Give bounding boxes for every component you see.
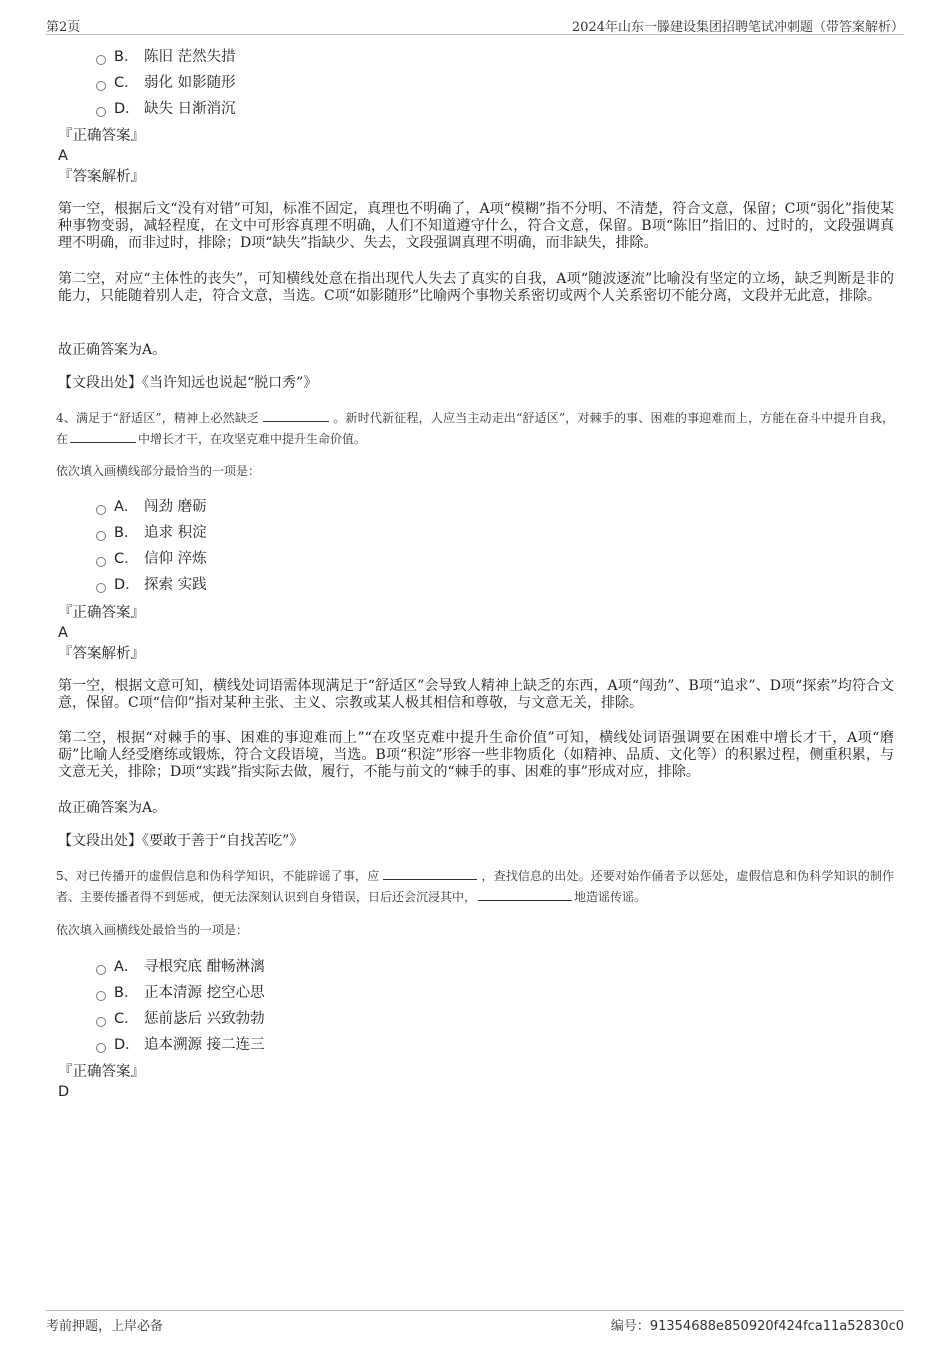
q4-option-c[interactable]: C． 信仰 淬炼 bbox=[96, 549, 207, 569]
q4-analysis-paragraph-2: 第二空，根据“对棘手的事、困难的事迎难而上”“在攻坚克难中提升生命价值”可知，横线处词语强调要在困难中增长才干，A项“磨砺”比喻人经受磨练或锻炼，符合文段语境，当选。B项“积淀”形容一些非物质化（如精神、品质、文化等）的积累过程，侧重积累，与文意无关，排除；D项“实践”指实际去做，履行，不能与前文的“棘手的事、困难的事”形成对应，排除。 bbox=[58, 730, 894, 780]
q5-option-c[interactable]: C． 惩前毖后 兴致勃勃 bbox=[96, 1009, 265, 1029]
q5-answer-label: 『正确答案』 bbox=[58, 1064, 145, 1080]
q4-stem: 4、满足于“舒适区”，精神上必然缺乏 。新时代新征程，人应当主动走出“舒适区”，对棘手的事、困难的事迎难而上，方能在奋斗中提升自我，在 中增长才干，在攻坚克难中提升生命价值。 bbox=[56, 411, 895, 446]
q4-option-a[interactable]: A． 闯劲 磨砺 bbox=[96, 497, 207, 517]
q4-blank-1 bbox=[263, 409, 329, 422]
radio-icon[interactable] bbox=[96, 107, 106, 117]
radio-icon[interactable] bbox=[96, 531, 106, 541]
radio-icon[interactable] bbox=[96, 965, 106, 975]
q4-option-d[interactable]: D． 探索 实践 bbox=[96, 575, 207, 595]
q5-option-d[interactable]: D． 追本溯源 接二连三 bbox=[96, 1035, 265, 1055]
q3-answer-label: 『正确答案』 bbox=[58, 128, 145, 144]
radio-icon[interactable] bbox=[96, 1017, 106, 1027]
document-id: 编号：91354688e850920f424fca11a52830c0 bbox=[610, 1319, 904, 1334]
q4-prompt: 依次填入画横线部分最恰当的一项是： bbox=[56, 464, 261, 478]
q4-answer-label: 『正确答案』 bbox=[58, 605, 145, 621]
q4-blank-2 bbox=[70, 430, 136, 443]
radio-icon[interactable] bbox=[96, 991, 106, 1001]
q3-answer: A bbox=[58, 148, 68, 164]
page-number: 第2页 bbox=[46, 20, 81, 35]
q5-option-a[interactable]: A． 寻根究底 酣畅淋漓 bbox=[96, 957, 265, 977]
q3-option-c[interactable]: C． 弱化 如影随形 bbox=[96, 73, 236, 93]
radio-icon[interactable] bbox=[96, 583, 106, 593]
q4-answer: A bbox=[58, 625, 68, 641]
q3-option-b[interactable]: B． 陈旧 茫然失措 bbox=[96, 47, 236, 67]
q3-conclusion: 故正确答案为A。 bbox=[58, 342, 167, 358]
q5-blank-2 bbox=[478, 888, 572, 901]
page-header bbox=[46, 14, 904, 35]
q5-option-b[interactable]: B． 正本清源 挖空心思 bbox=[96, 983, 265, 1003]
radio-icon[interactable] bbox=[96, 55, 106, 65]
q3-analysis-paragraph-2: 第二空，对应“主体性的丧失”，可知横线处意在指出现代人失去了真实的自我，A项“随波逐流”比喻没有坚定的立场，缺乏判断是非的能力，只能随着别人走，符合文意，当选。C项“如影随形”比喻两个事物关系密切或两个人关系密切不能分离，文段并无此意，排除。 bbox=[58, 271, 894, 304]
q4-source: 【文段出处】《要敢于善于“自找苦吃”》 bbox=[58, 833, 304, 849]
q5-stem: 5、对已传播开的虚假信息和伪科学知识，不能辟谣了事，应 ，查找信息的出处。还要对始作俑者予以惩处，虚假信息和伪科学知识的制作者、主要传播者得不到惩戒，便无法深刻认识到自身错误，日后还会沉浸其中， 地造谣传谣。 bbox=[56, 869, 894, 904]
radio-icon[interactable] bbox=[96, 81, 106, 91]
radio-icon[interactable] bbox=[96, 1043, 106, 1053]
q3-analysis-paragraph-1: 第一空，根据后文“没有对错”可知，标准不固定，真理也不明确了，A项“模糊”指不分明、不清楚，符合文意，保留；C项“弱化”指使某种事物变弱，减轻程度，在文中可形容真理不明确，人们不知道遵守什么，符合文意，保留。B项“陈旧”指旧的、过时的，文段强调真理不明确，而非过时，排除；D项“缺失”指缺少、失去，文段强调真理不明确，而非缺失，排除。 bbox=[58, 201, 894, 251]
q5-answer: D bbox=[58, 1084, 70, 1100]
page-footer bbox=[46, 1310, 904, 1333]
q3-option-d[interactable]: D． 缺失 日渐消沉 bbox=[96, 99, 236, 119]
q5-blank-1 bbox=[383, 867, 477, 880]
radio-icon[interactable] bbox=[96, 505, 106, 515]
footer-slogan: 考前押题，上岸必备 bbox=[46, 1319, 164, 1334]
q4-option-b[interactable]: B． 追求 积淀 bbox=[96, 523, 207, 543]
q3-source: 【文段出处】《当许知远也说起“脱口秀”》 bbox=[58, 375, 318, 391]
q4-analysis-paragraph-1: 第一空，根据文意可知，横线处词语需体现满足于“舒适区”会导致人精神上缺乏的东西，A项“闯劲”、B项“追求”、D项“探索”均符合文意，保留。C项“信仰”指对某种主张、主义、宗教或某人极其相信和尊敬，与文意无关，排除。 bbox=[58, 678, 894, 711]
q3-analysis-label: 『答案解析』 bbox=[58, 169, 145, 185]
radio-icon[interactable] bbox=[96, 557, 106, 567]
q4-conclusion: 故正确答案为A。 bbox=[58, 800, 167, 816]
q4-analysis-label: 『答案解析』 bbox=[58, 646, 145, 662]
document-title: 2024年山东一滕建设集团招聘笔试冲刺题（带答案解析） bbox=[571, 20, 904, 35]
q5-prompt: 依次填入画横线处最恰当的一项是： bbox=[56, 923, 249, 937]
